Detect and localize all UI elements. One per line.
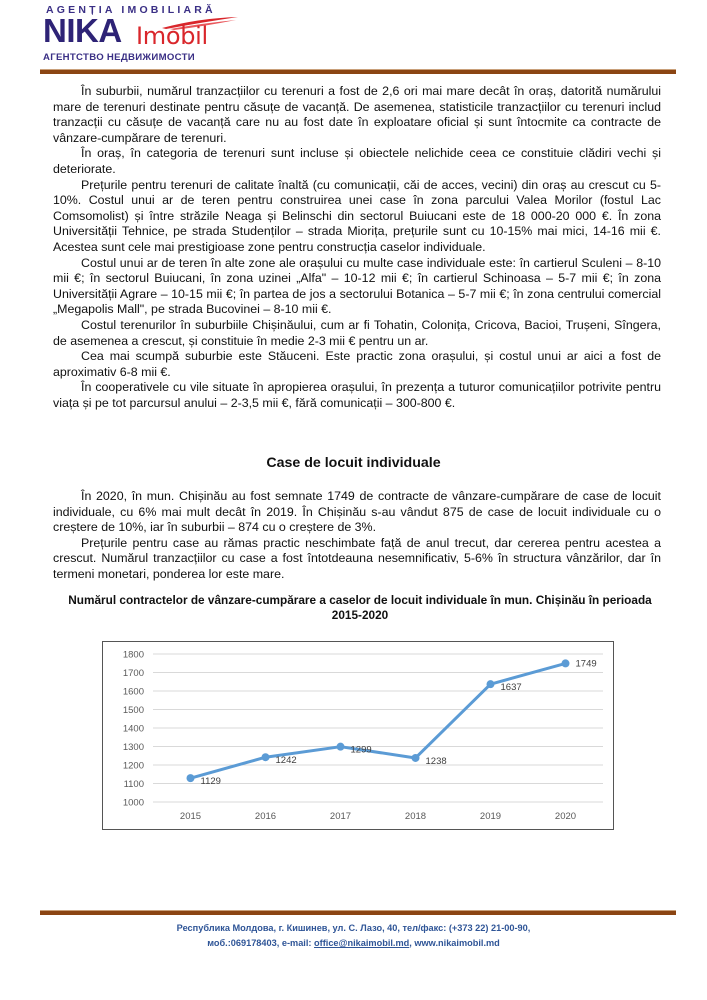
y-tick-label: 1100: [123, 779, 144, 790]
footer-address: Республика Молдова, г. Кишинев, ул. С. Лазо, 40, тел/факс: (+373 22) 21-00-90,: [176, 923, 531, 933]
y-tick-label: 1500: [122, 705, 144, 716]
y-tick-label: 1200: [122, 760, 144, 772]
agency-logo: [40, 2, 270, 68]
website-link[interactable]: www.nikaimobil.md: [414, 938, 500, 948]
y-tick-label: 1700: [122, 668, 144, 679]
x-tick-label: 2020: [554, 811, 577, 822]
logo-tagline-ru: АГЕНТСТВО НЕДВИЖИМОСТИ: [43, 52, 195, 63]
paragraph: În oraș, în categoria de terenuri sunt incluse și obiectele nelichide ceea ce constituie clădiri vechi și deteriorate.: [53, 146, 661, 176]
paragraph: În cooperativele cu vile situate în apropierea orașului, în prezența a tuturor comunicațiilor potrivite pentru viața și pe tot parcursul anului – 2-3,5 mii €, fără comunicații – 300-800 €.: [53, 380, 661, 410]
logo-nika: NIKA: [43, 12, 122, 49]
y-tick-label: 1300: [122, 742, 144, 753]
section-text: [53, 489, 661, 583]
data-label: 1129: [200, 776, 221, 788]
paragraph: Prețurile pentru terenuri de calitate înaltă (cu comunicații, căi de acces, vecini) din oraș au crescut cu 5-10%. Costul unui ar de teren pentru construirea unei case în zona parcului Valea Morilor (fostul Lac Comsomolist) și între străzile Neaga și Belinschi din sectorul Buiucani este de 18 000-20 000 €. În zona Universității Tehnice, pe strada Studenților – strada Miorița, prețurile sunt cu 10-15% mai mici, 14-16 mii €. Acestea sunt cele mai prestigioase zone pentru construcția caselor individuale.: [53, 177, 661, 254]
footer-phone: моб.:069178403, e-mail:: [207, 938, 315, 948]
email-link[interactable]: office@nikaimobil.md: [314, 938, 410, 948]
footer-contacts-line: [0, 936, 707, 951]
data-point: [337, 743, 345, 751]
x-tick-label: 2017: [329, 811, 352, 822]
x-tick-label: 2015: [179, 811, 202, 822]
paragraph: Costul unui ar de teren în alte zone ale orașului cu multe case individuale este: în cartierul Sculeni – 8-10 mii €; în sectorul Buiucani, în zona uzinei „Alfa" – 10-12 mii €; în cartierul Schinoasa – 5-7 mii €; în zona Universității Agrare – 10-15 mii €; în partea de jos a sectorului Botanica – 5-7 mii €; în zona centrului comercial „Megapolis Mall", pe strada Bucovinei – 8-10 mii €.: [53, 255, 661, 317]
data-point: [412, 754, 420, 762]
paragraph: Cea mai scumpă suburbie este Stăuceni. Este practic zona orașului, și costul unui ar aici a fost de aproximativ 6-8 mii €.: [53, 349, 661, 379]
y-tick-label: 1600: [122, 686, 144, 698]
chart-title: Numărul contractelor de vânzare-cumpărare a caselor de locuit individuale în mun. Chișinău în perioada 2015-2020: [68, 593, 652, 622]
header-divider: [40, 69, 676, 74]
x-tick-label: 2019: [479, 811, 502, 822]
x-tick-label: 2016: [254, 811, 277, 822]
y-tick-label: 1800: [122, 649, 144, 661]
data-point: [487, 680, 495, 688]
data-point: [187, 774, 195, 782]
y-tick-label: 1000: [122, 797, 144, 809]
chart-plot: [103, 642, 613, 829]
data-label: 1637: [500, 682, 522, 694]
data-label: 1749: [575, 658, 597, 670]
logo-tagline-ro: AGENȚIA IMOBILIARĂ: [46, 4, 216, 16]
data-point: [562, 659, 570, 667]
paragraph: Prețurile pentru case au rămas practic neschimbate față de anul trecut, dar cererea pentru acestea a crescut. Numărul tranzacțiilor cu case a fost întotdeauna nesemnificativ, 5-6% în structura vânzărilor, dar în termeni monetari, ponderea lor este mare.: [53, 535, 661, 581]
data-label: 1242: [275, 755, 297, 767]
footer-contact: [0, 921, 707, 951]
x-tick-label: 2018: [404, 811, 427, 822]
paragraph: Costul terenurilor în suburbiile Chișinăului, cum ar fi Tohatin, Colonița, Cricova, Bacioi, Trușeni, Sîngera, de asemenea a crescut, și constituie în medie 2-3 mii € pentru un ar.: [53, 317, 661, 348]
line-chart: [102, 641, 614, 830]
series-line: [191, 663, 566, 778]
data-label: 1299: [350, 744, 372, 756]
body-text: [53, 84, 661, 411]
section-heading: Case de locuit individuale: [266, 455, 441, 471]
separator: ,: [409, 938, 415, 948]
data-label: 1238: [425, 755, 447, 767]
logo-imobil: Imobil: [136, 22, 208, 50]
footer-divider: [40, 910, 676, 915]
y-tick-label: 1400: [122, 723, 144, 735]
paragraph: În 2020, în mun. Chișinău au fost semnate 1749 de contracte de vânzare-cumpărare de case de locuit individuale, cu 6% mai mult decât în 2019. În Chișinău s-au vândut 875 de case de locuit individuale cu o creștere de 10%, iar în suburbii – 874 cu o creștere de 3%.: [53, 489, 661, 535]
data-point: [262, 753, 270, 761]
paragraph: În suburbii, numărul tranzacțiilor cu terenuri a fost de 2,6 ori mai mare decât în oraș, datorită numărului mare de terenuri destinate pentru căsuțe de vacanță. De asemenea, statisticile tranzacțiilor cu terenuri includ tranzacții cu căsuțe de vacanță care nu au fost date în exploatare oficial și sunt întocmite ca contracte de vânzare-cumpărare de terenuri.: [53, 84, 661, 145]
